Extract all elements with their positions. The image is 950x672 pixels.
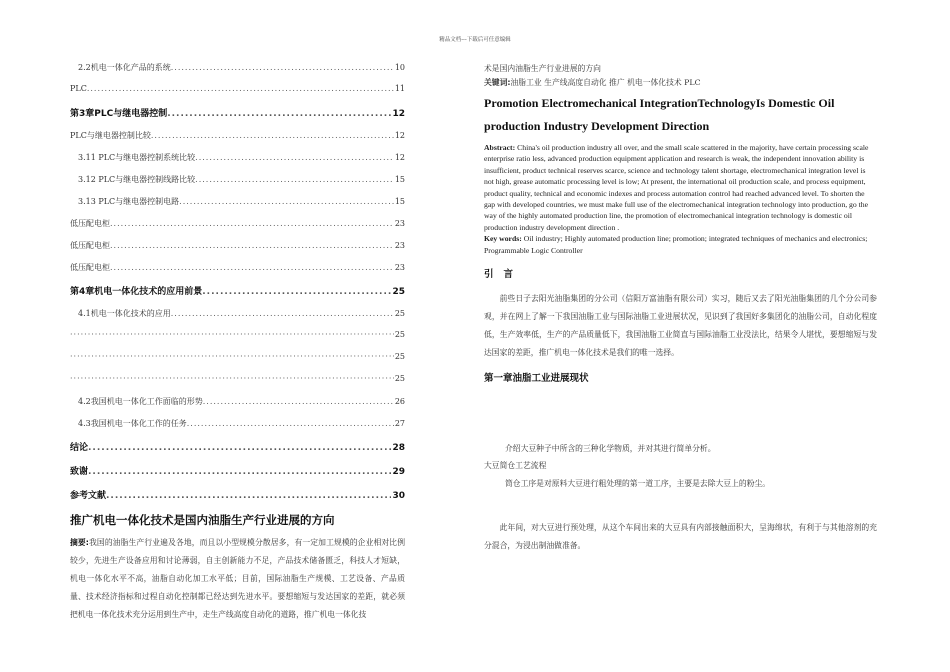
toc-leader-dots (167, 109, 391, 119)
title-continuation: 术是国内油脂生产行业进展的方向 (484, 64, 601, 73)
toc-page-number: 28 (392, 443, 405, 453)
toc-entry (70, 106, 405, 120)
toc-leader-dots (88, 443, 391, 453)
toc-entry (70, 464, 405, 478)
toc-entry-text: 4.1机电一体化技术的应用 (78, 309, 171, 318)
toc-entry-text: PLC (70, 84, 87, 93)
toc-leader-dots (171, 63, 394, 72)
toc-page-number: 25 (394, 309, 405, 318)
toc-leader-dots (110, 241, 394, 250)
abstract-en-text: China's oil production industry all over, and the small scale scattered in the majority, have certain processing scale enterprise ratio less, advanced production equipment application and research is weak, the independent innovation ability is insufficient, product technical reserves scarce, science and technology talent shortage, electromechanical integration level is not high, grease automatic processing level is low; At present, the international oil production scale, and process equipment, product quality, technical and economic indexes and process automation control had reached advanced level. To shorten the gap with developed countries, we must make full use of the electromechanical integration technology into production, go the way of the highly automated production line, the promotion of electromechanical integration technology is domestic oil production industry development direction . (484, 143, 869, 232)
toc-page-number: 26 (394, 397, 405, 406)
toc-leader-dots (110, 219, 394, 228)
abstract-zh (70, 534, 405, 624)
toc-entry-text: 3.11 PLC与继电器控制系统比较 (78, 153, 196, 162)
toc-page-number: 11 (394, 84, 405, 93)
toc-entry-text: 2.2机电一体化产品的系统 (78, 63, 171, 72)
toc-page-number: 15 (394, 197, 405, 206)
toc-entry-text: 低压配电柜 (70, 241, 110, 250)
toc-entry (70, 488, 405, 502)
intro-paragraph: 前些日子去阳光油脂集团的分公司（信阳万富油脂有限公司）实习，随后又去了阳光油脂集团的几个分公司参观，并在网上了解一下我国油脂工业与国际油脂工业进展状况，见识到了我国好多集团化的油脂公司，自动化程度低，生产效率低，生产的产品质量低下，我国油脂工业简直与国际油脂工业没法比，结果令人堪忧，要想缩短与发达国家的差距，推广机电一体化技术是我们的唯一选择。 (484, 294, 877, 358)
toc-entry-text: 第3章PLC与继电器控制 (70, 109, 168, 119)
toc-entry (70, 418, 405, 430)
toc-entry-text: 3.13 PLC与继电器控制电路 (78, 197, 180, 206)
article-title-zh: 推广机电一体化技术是国内油脂生产行业进展的方向 (70, 513, 335, 527)
toc-leader-dots (195, 153, 394, 162)
toc-entry-text: 4.2我国机电一体化工作面临的形势 (78, 397, 203, 406)
toc-leader-dots (110, 263, 394, 272)
chapter1-heading: 第一章油脂工业进展现状 (484, 373, 589, 385)
paragraph-3: 筒仓工序是对原料大豆进行粗处理的第一道工序，主要是去除大豆上的粉尘。 (505, 479, 771, 489)
toc-entry-text: 致谢 (70, 467, 89, 477)
toc-page-number: 25 (394, 374, 405, 383)
paragraph-4: 此年间，对大豆进行预处理，从这个车间出来的大豆具有内部接触面积大，呈海绵状，有利于与其他溶剂的充分混合，为浸出制油做准备。 (484, 523, 877, 551)
toc-page-number: 12 (392, 109, 405, 119)
toc-entry-text: 低压配电柜 (70, 219, 110, 228)
toc-entry (70, 396, 405, 408)
toc-entry (70, 308, 405, 320)
left-column (70, 62, 405, 624)
abstract-en-label: Abstract: (484, 143, 516, 152)
toc-leader-dots (151, 131, 394, 140)
abstract-text: 我国的油脂生产行业遍及各地，而且以小型规模分散居多，有一定加工规模的企业相对比例较少，先进生产设备应用和讨论薄弱，自主创新能力不足，产品技术储备匮乏，科技人才短缺，机电一体化水平不高，油脂自动化加工水平低；目前，国际油脂生产规模、工艺设备、产品质量、技术经济指标和过程自动化控制都已经达到先进水平。要想缩短与发达国家的差距，就必须把机电一体化技术充分运用到生产中，走生产线高度自动化的道路，推广机电一体化技 (70, 538, 405, 619)
keywords-en-text: Oil industry; Highly automated production line; promotion; integrated techniques of mechanics and electronics; Programmable Logic Controller (484, 234, 868, 255)
toc-entry (70, 218, 405, 230)
abstract-en (484, 142, 877, 256)
toc-entry (70, 84, 405, 96)
toc-page-number: 15 (394, 175, 405, 184)
toc-leader-dots (203, 397, 394, 406)
paragraph-2: 大豆简仓工艺流程 (484, 461, 547, 471)
toc-entry (70, 330, 405, 342)
toc-leader-dots (187, 419, 394, 428)
toc-page-number: 27 (394, 419, 405, 428)
toc-entry-text: 第4章机电一体化技术的应用前景 (70, 287, 203, 297)
toc-entry-text: 低压配电柜 (70, 263, 110, 272)
toc-leader-dots (179, 197, 394, 206)
keywords-label: 关键词: (484, 78, 511, 87)
toc-leader-dots (70, 352, 394, 361)
toc-leader-dots (202, 287, 391, 297)
page-header-watermark: 精品文档---下载后可任意编辑 (439, 37, 511, 43)
intro-heading: 引言 (484, 269, 524, 281)
toc-leader-dots (88, 467, 391, 477)
article-title-en: Promotion Electromechanical IntegrationTechnologyIs Domestic Oil production Industry Development Direction (484, 96, 835, 133)
toc-entry (70, 374, 405, 386)
toc-page-number: 25 (392, 287, 405, 297)
toc-entry (70, 262, 405, 274)
toc-entry (70, 174, 405, 186)
toc-entry-text: PLC与继电器控制比较 (70, 131, 151, 140)
toc-entry-text: 3.12 PLC与继电器控制线路比较 (78, 175, 196, 184)
keywords-zh (484, 76, 877, 90)
toc-leader-dots (195, 175, 394, 184)
toc-entry (70, 352, 405, 364)
toc-entry (70, 130, 405, 142)
toc-entry (70, 240, 405, 252)
toc-page-number: 12 (394, 131, 405, 140)
abstract-label: 摘要: (70, 538, 89, 547)
toc-page-number: 30 (392, 491, 405, 501)
toc-page-number: 29 (392, 467, 405, 477)
toc-entry (70, 152, 405, 164)
toc-entry (70, 440, 405, 454)
toc-leader-dots (171, 309, 394, 318)
keywords-en-label: Key words: (484, 234, 522, 244)
toc-leader-dots (70, 374, 394, 383)
table-of-contents (70, 62, 405, 502)
toc-page-number: 25 (394, 330, 405, 339)
toc-leader-dots (87, 84, 394, 93)
toc-leader-dots (106, 491, 391, 501)
toc-entry-text: 参考文献 (70, 491, 107, 501)
toc-page-number: 25 (394, 352, 405, 361)
keywords-text: 油脂工业 生产线高度自动化 推广 机电一体化技术 PLC (510, 78, 701, 87)
toc-leader-dots (70, 330, 394, 339)
toc-entry (70, 284, 405, 298)
toc-entry (70, 196, 405, 208)
toc-entry (70, 62, 405, 74)
toc-page-number: 10 (394, 63, 405, 72)
toc-page-number: 12 (394, 153, 405, 162)
toc-page-number: 23 (394, 241, 405, 250)
right-column (484, 62, 877, 555)
toc-page-number: 23 (394, 219, 405, 228)
toc-entry-text: 4.3我国机电一体化工作的任务 (78, 419, 187, 428)
toc-page-number: 23 (394, 263, 405, 272)
toc-entry-text: 结论 (70, 443, 89, 453)
paragraph-1: 介绍大豆种子中所含的三种化学物质，并对其进行简单分析。 (505, 444, 716, 454)
